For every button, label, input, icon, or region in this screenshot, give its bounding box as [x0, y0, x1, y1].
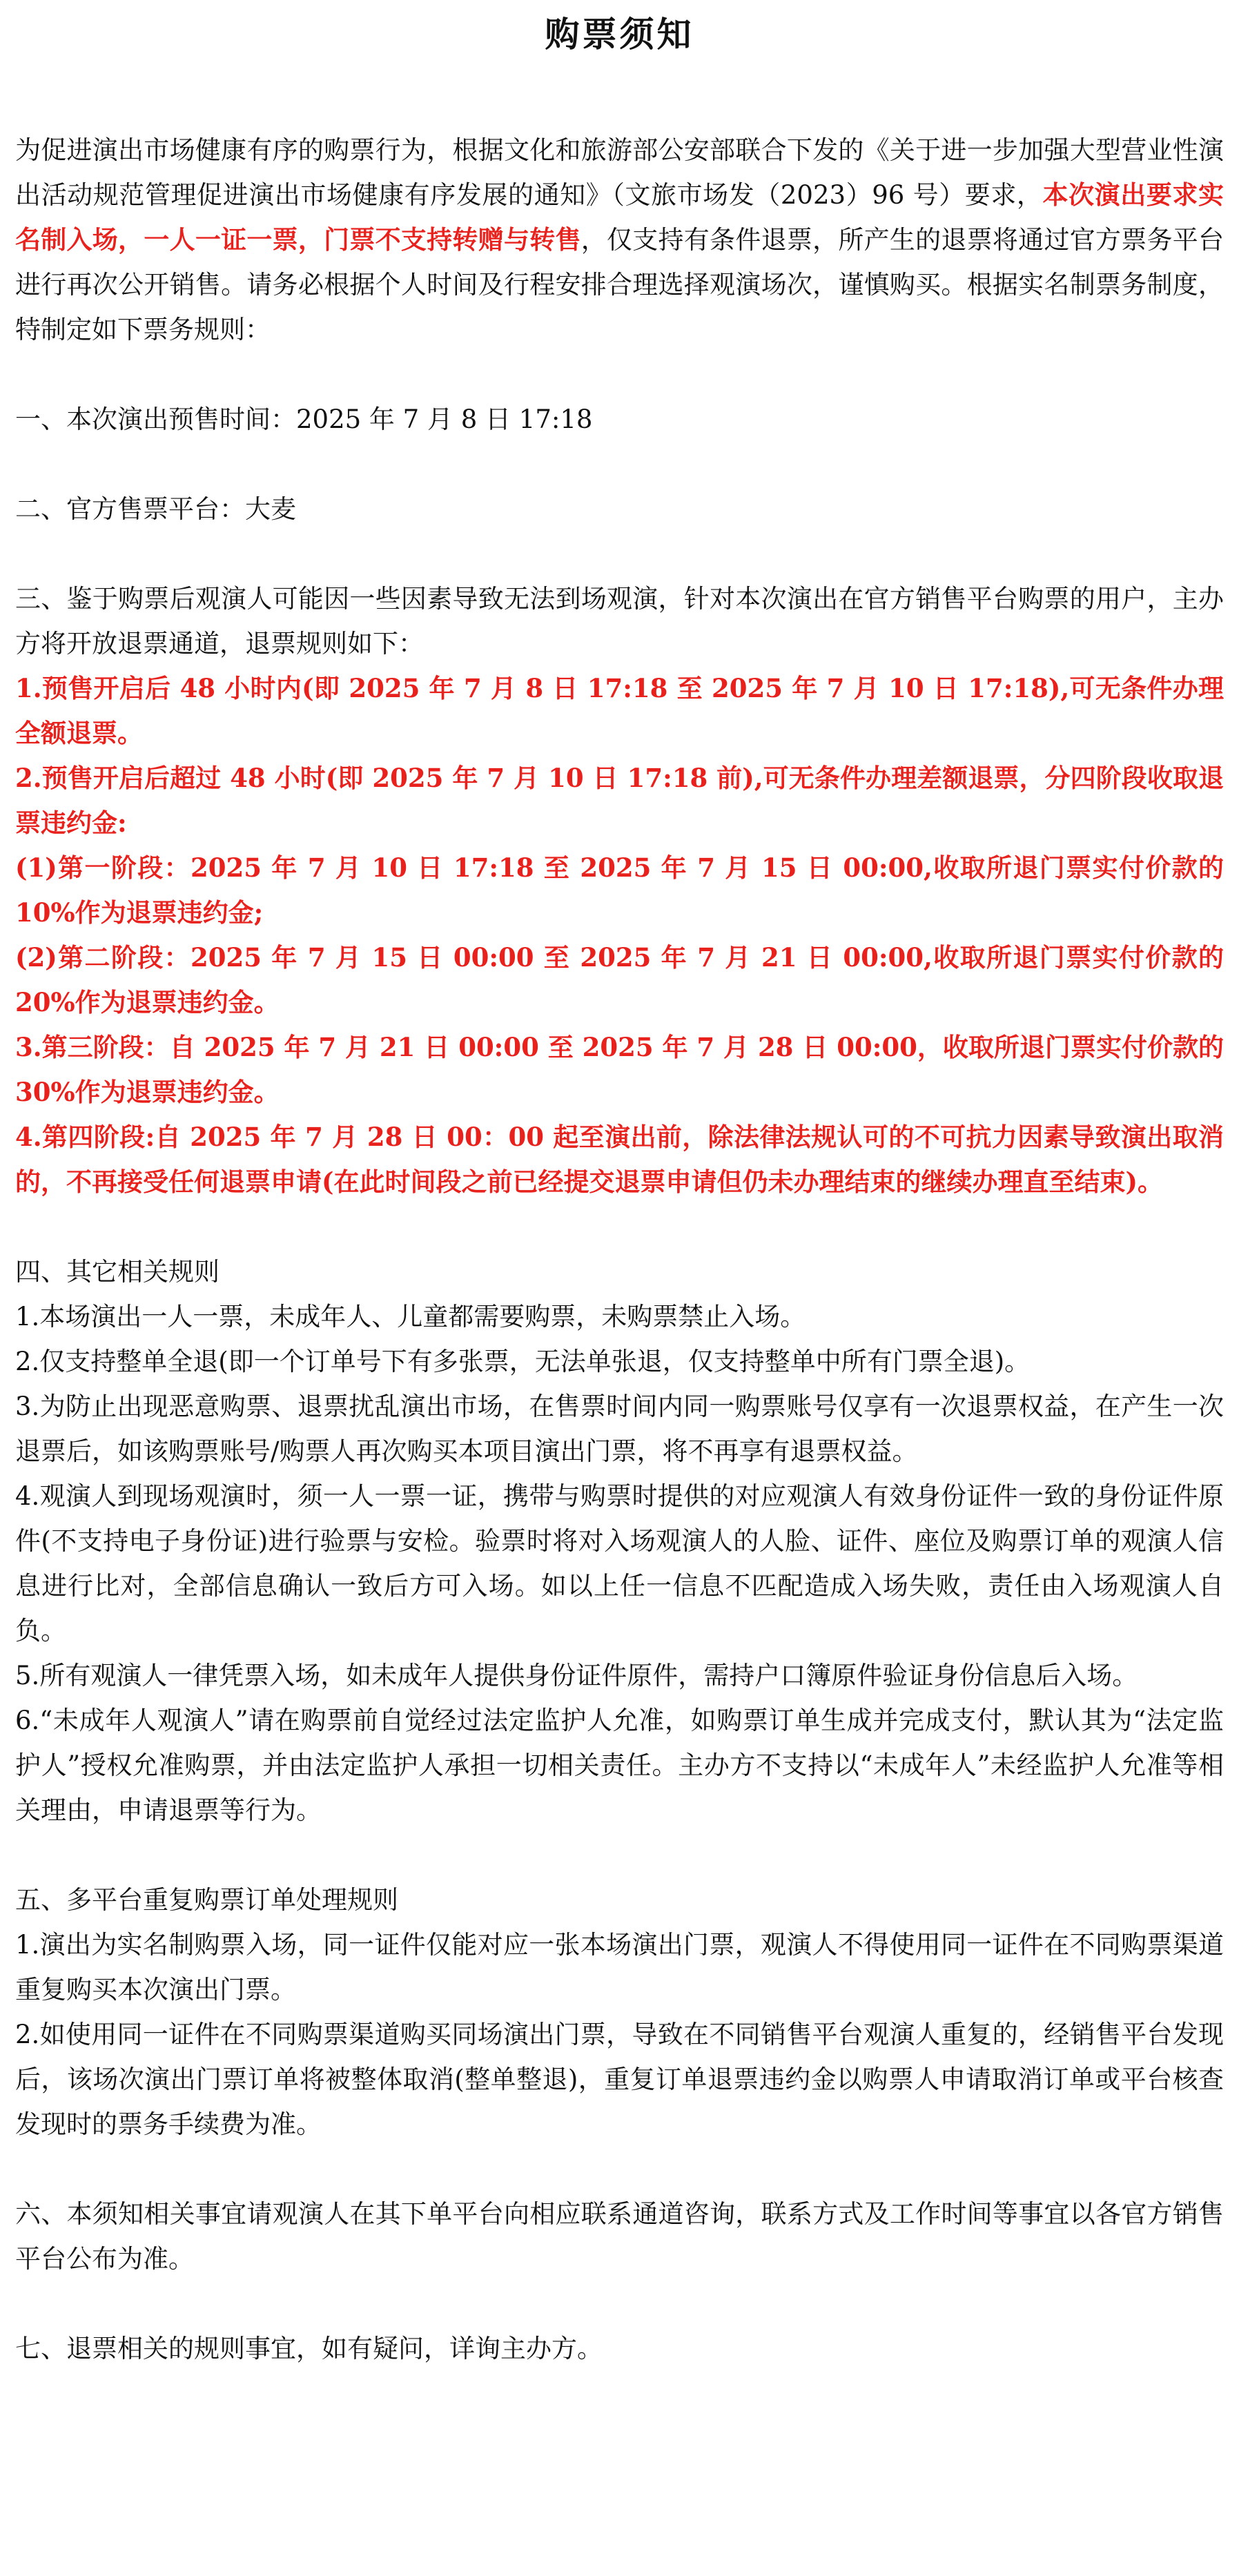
spacer: [15, 2147, 1224, 2192]
refund-rule-2: 2.预售开启后超过 48 小时(即 2025 年 7 月 10 日 17:18 前),可无条件办理差额退票，分四阶段收取退票违约金:: [15, 763, 1224, 838]
refund-rule-stage-2: (2)第二阶段：2025 年 7 月 15 日 00:00 至 2025 年 7 月 21 日 00:00,收取所退门票实付价款的 20%作为退票违约金。: [15, 942, 1224, 1017]
other-rule-5: 5.所有观演人一律凭票入场，如未成年人提供身份证件原件，需持户口簿原件验证身份信息后入场。: [15, 1661, 1138, 1690]
refund-rule-stage-3: 3.第三阶段：自 2025 年 7 月 21 日 00:00 至 2025 年 7 月 28 日 00:00，收取所退门票实付价款的 30%作为退票违约金。: [15, 1032, 1224, 1107]
notice-content: [15, 128, 1224, 2371]
refund-rule-stage-4: 4.第四阶段:自 2025 年 7 月 28 日 00：00 起至演出前，除法律法规认可的不可抗力因素导致演出取消的，不再接受任何退票申请(在此时间段之前已经提交退票申请但仍未办理结束的继续办理直至结束)。: [15, 1122, 1224, 1197]
spacer: [15, 442, 1224, 487]
duplicate-rule-2: 2.如使用同一证件在不同购票渠道购买同场演出门票，导致在不同销售平台观演人重复的，经销售平台发现后，该场次演出门票订单将被整体取消(整单整退)，重复订单退票违约金以购票人申请取消订单或平台核查发现时的票务手续费为准。: [15, 2020, 1224, 2139]
section-other-rules-heading: 四、其它相关规则: [15, 1257, 219, 1287]
other-rule-3: 3.为防止出现恶意购票、退票扰乱演出市场，在售票时间内同一购票账号仅享有一次退票权益，在产生一次退票后，如该购票账号/购票人再次购买本项目演出门票，将不再享有退票权益。: [15, 1392, 1224, 1466]
section-official-platform: 二、官方售票平台：大麦: [15, 494, 296, 524]
intro-highlight: 本次演出要求实名制入场，一人一证一票，门票不支持转赠与转售: [15, 179, 1224, 255]
page-title: 购票须知: [545, 14, 694, 55]
refund-rule-stage-1: (1)第一阶段：2025 年 7 月 10 日 17:18 至 2025 年 7 月 15 日 00:00,收取所退门票实付价款的 10%作为退票违约金;: [15, 852, 1224, 928]
section-presale-time: 一、本次演出预售时间：2025 年 7 月 8 日 17:18: [15, 404, 593, 434]
section-refund-inquiry: 七、退票相关的规则事宜，如有疑问，详询主办方。: [15, 2334, 603, 2363]
section-contact-info: 六、本须知相关事宜请观演人在其下单平台向相应联系通道咨询，联系方式及工作时间等事宜以各官方销售平台公布为准。: [15, 2199, 1224, 2274]
intro-text-part2: ，仅支持有条件退票，所产生的退票将通过官方票务平台进行再次公开销售。请务必根据个人时间及行程安排合理选择观演场次，谨慎购买。根据实名制票务制度，特制定如下票务规则：: [15, 225, 1225, 344]
other-rule-1: 1.本场演出一人一票，未成年人、儿童都需要购票，未购票禁止入场。: [15, 1302, 806, 1331]
section-duplicate-orders-heading: 五、多平台重复购票订单处理规则: [15, 1885, 398, 1915]
spacer: [15, 531, 1224, 576]
other-rule-2: 2.仅支持整单全退(即一个订单号下有多张票，无法单张退，仅支持整单中所有门票全退)。: [15, 1347, 1031, 1376]
duplicate-rule-1: 1.演出为实名制购票入场，同一证件仅能对应一张本场演出门票，观演人不得使用同一证件在不同购票渠道重复购买本次演出门票。: [15, 1930, 1224, 2004]
intro-paragraph: [15, 128, 1224, 352]
section-refund-intro: 三、鉴于购票后观演人可能因一些因素导致无法到场观演，针对本次演出在官方销售平台购票的用户，主办方将开放退票通道，退票规则如下：: [15, 584, 1224, 658]
spacer: [15, 1204, 1224, 1249]
intro-text-part1: 为促进演出市场健康有序的购票行为，根据文化和旅游部公安部联合下发的《关于进一步加强大型营业性演出活动规范管理促进演出市场健康有序发展的通知》（文旅市场发（2023）96 号）要求，: [15, 135, 1224, 210]
spacer: [15, 2281, 1224, 2326]
other-rule-4: 4.观演人到现场观演时，须一人一票一证，携带与购票时提供的对应观演人有效身份证件一致的身份证件原件(不支持电子身份证)进行验票与安检。验票时将对入场观演人的人脸、证件、座位及购票订单的观演人信息进行比对，全部信息确认一致后方可入场。如以上任一信息不匹配造成入场失败，责任由入场观演人自负。: [15, 1481, 1224, 1646]
spacer: [15, 352, 1224, 397]
refund-rule-1: 1.预售开启后 48 小时内(即 2025 年 7 月 8 日 17:18 至 2025 年 7 月 10 日 17:18),可无条件办理全额退票。: [15, 673, 1224, 748]
spacer: [15, 1833, 1224, 1877]
other-rule-6: 6.“未成年人观演人”请在购票前自觉经过法定监护人允准，如购票订单生成并完成支付，默认其为“法定监护人”授权允准购票，并由法定监护人承担一切相关责任。主办方不支持以“未成年人”未经监护人允准等相关理由，申请退票等行为。: [15, 1706, 1224, 1825]
